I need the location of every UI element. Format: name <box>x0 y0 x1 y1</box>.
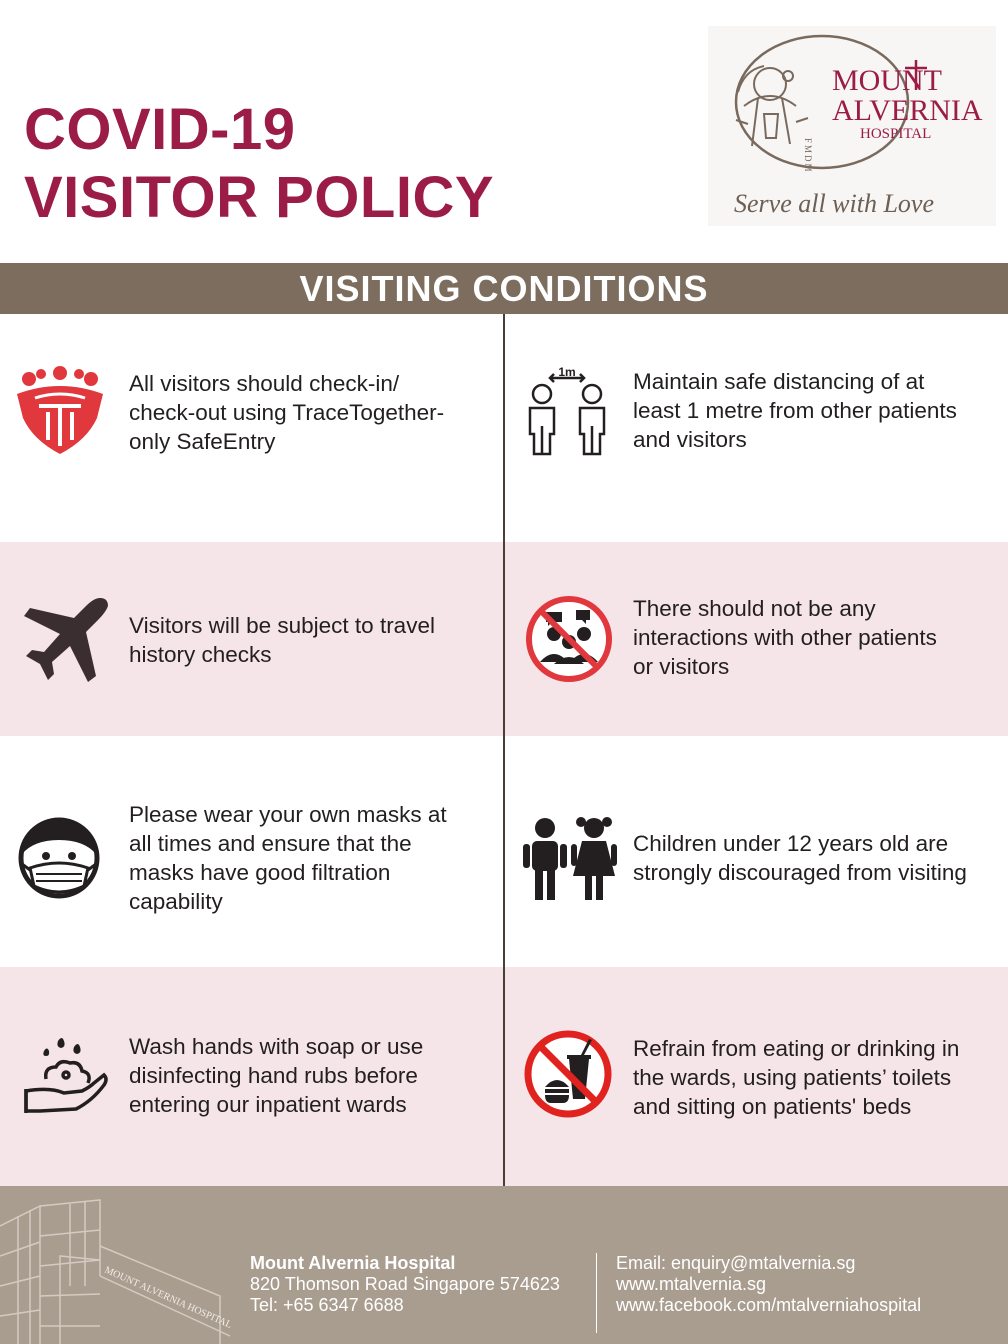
distance-label: 1m <box>558 366 576 379</box>
condition-text: Refrain from eating or drinking in the wards, using patients’ toilets and sitting on patients' beds <box>633 1036 960 1119</box>
condition-text: There should not be any interactions with other patients or visitors <box>633 596 937 679</box>
logo-order-initials: FMDM <box>803 138 813 174</box>
hospital-logo <box>708 26 996 226</box>
footer-tel: Tel: +65 6347 6688 <box>250 1295 404 1315</box>
hospital-building-illustration <box>0 1186 260 1344</box>
logo-name-line-2: ALVERNIA <box>832 94 983 127</box>
footer-contact-block <box>616 1253 921 1316</box>
condition-text: All visitors should check-in/ check-out using TraceTogether- only SafeEntry <box>129 371 445 454</box>
face-mask-icon <box>14 812 104 902</box>
no-eating-drinking-icon <box>523 1029 613 1119</box>
footer-address: 820 Thomson Road Singapore 574623 <box>250 1274 560 1294</box>
footer-website[interactable]: www.mtalvernia.sg <box>616 1274 767 1294</box>
no-interaction-icon <box>524 594 614 684</box>
condition-text: Please wear your own masks at all times and ensure that the masks have good filtration capability <box>129 802 447 914</box>
page-title <box>24 96 494 232</box>
tracetogether-icon <box>15 364 105 454</box>
logo-name-line-3: HOSPITAL <box>860 126 932 142</box>
footer-facebook[interactable]: www.facebook.com/mtalverniahospital <box>616 1295 922 1315</box>
footer-hospital-name: Mount Alvernia Hospital <box>250 1253 456 1273</box>
footer-address-block <box>250 1253 560 1316</box>
hand-wash-icon <box>20 1031 110 1121</box>
condition-text: Visitors will be subject to travel history checks <box>129 613 435 667</box>
building-sign: MOUNT ALVERNIA HOSPITAL <box>102 1264 234 1331</box>
title-line-1: COVID-19 <box>24 97 296 162</box>
section-banner: VISITING CONDITIONS <box>0 263 1008 314</box>
logo-name-line-1: MOUNT <box>832 64 942 97</box>
footer <box>0 1186 1008 1344</box>
condition-text: Children under 12 years old are strongly discouraged from visiting <box>633 831 967 885</box>
airplane-icon <box>22 594 112 684</box>
children-icon <box>519 816 609 906</box>
title-line-2: VISITOR POLICY <box>24 165 495 230</box>
social-distancing-icon <box>522 366 612 456</box>
footer-email[interactable]: Email: enquiry@mtalvernia.sg <box>616 1253 856 1273</box>
condition-text: Wash hands with soap or use disinfecting hand rubs before entering our inpatient wards <box>129 1034 424 1117</box>
condition-text: Maintain safe distancing of at least 1 metre from other patients and visitors <box>633 369 957 452</box>
logo-tagline: Serve all with Love <box>734 189 935 218</box>
footer-separator <box>596 1253 597 1333</box>
column-divider <box>503 314 505 1186</box>
